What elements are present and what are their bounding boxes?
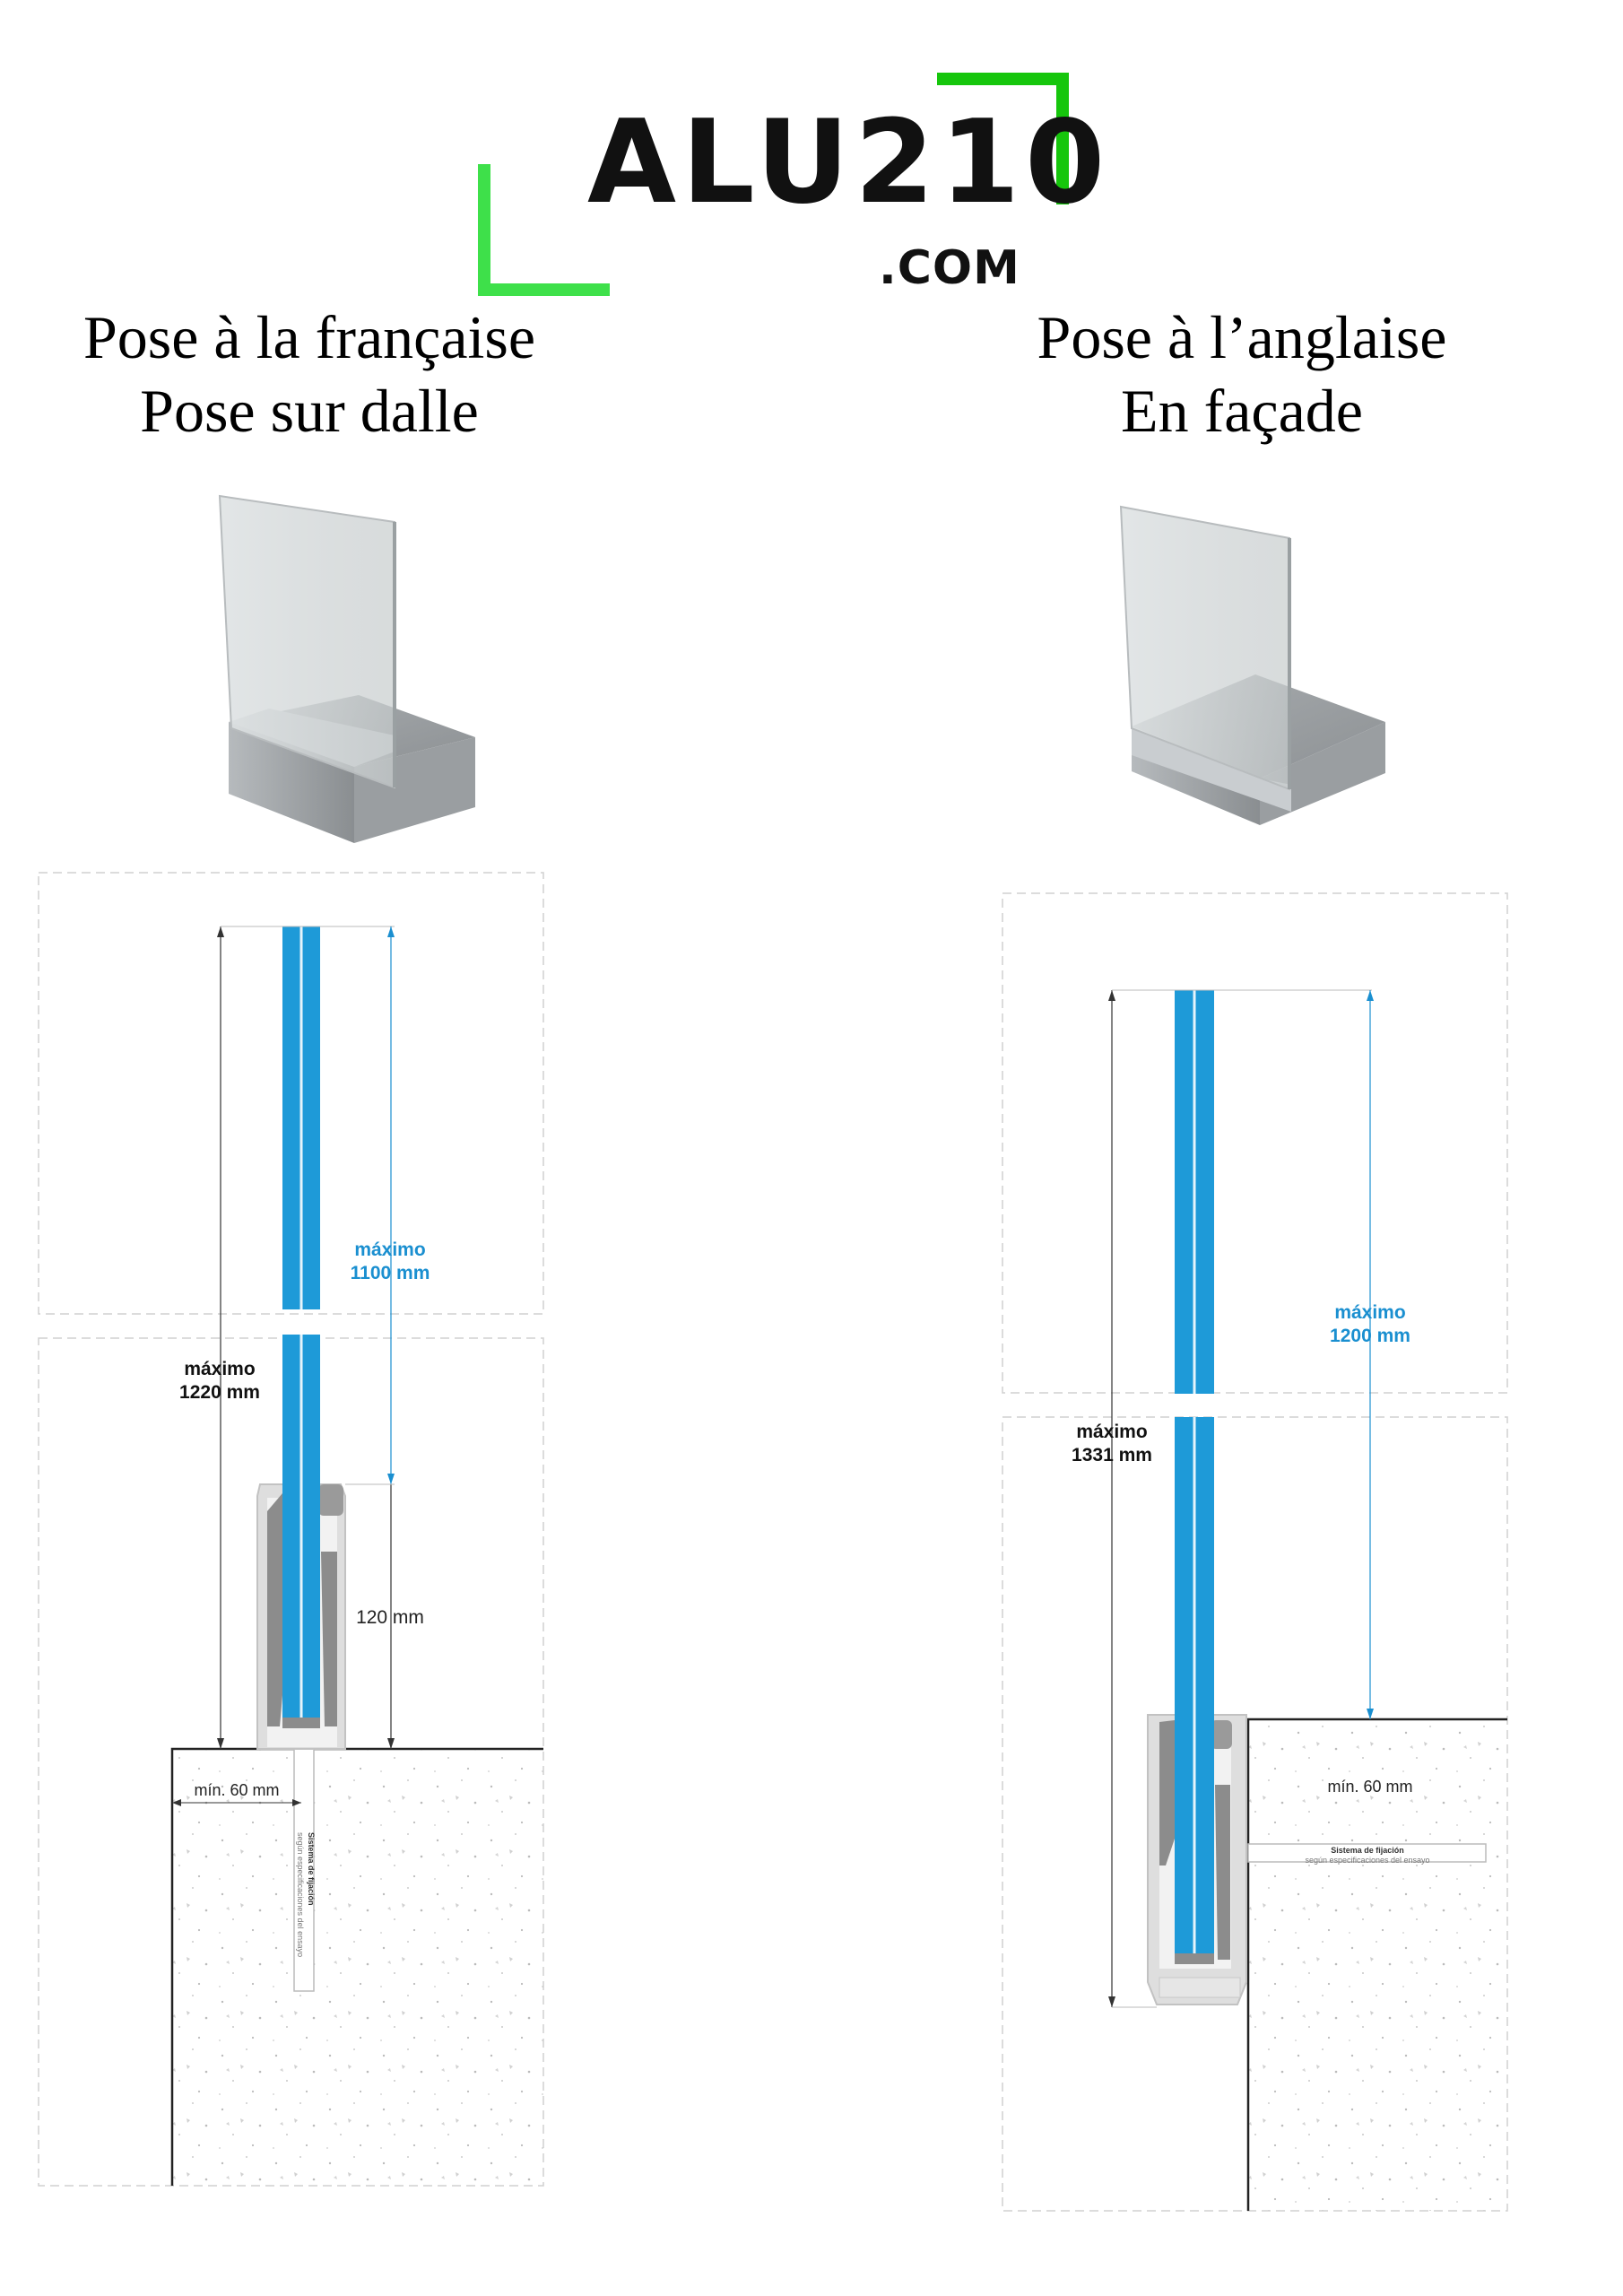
left-glass-height-label: máximo <box>354 1239 426 1260</box>
left-fixing-title: Sistema de fijación <box>307 1832 316 1906</box>
right-min-edge: mín. 60 mm <box>1327 1778 1413 1796</box>
logo-text: ALU210 <box>587 96 1111 230</box>
left-profile-height: 120 mm <box>356 1607 424 1628</box>
left-title-line2: Pose sur dalle <box>140 377 479 445</box>
left-section-drawing <box>39 873 543 2186</box>
left-total-height-value: 1220 mm <box>179 1382 260 1403</box>
right-title-line1: Pose à l’anglaise <box>1037 303 1447 371</box>
left-glass-height-value: 1100 mm <box>350 1263 430 1283</box>
left-render <box>220 496 475 843</box>
right-total-height-value: 1331 mm <box>1072 1445 1152 1465</box>
left-fixing-sub: según especificaciones del ensayo <box>296 1832 305 1958</box>
right-section-drawing <box>1002 893 1507 2211</box>
right-fixing-sub: según especificaciones del ensayo <box>1305 1856 1430 1865</box>
left-total-height-label: máximo <box>184 1359 256 1379</box>
left-title-line1: Pose à la française <box>82 303 536 371</box>
right-total-height-label: máximo <box>1076 1422 1148 1442</box>
right-glass-height-label: máximo <box>1334 1302 1406 1323</box>
right-fixing-title: Sistema de fijación <box>1331 1846 1404 1855</box>
right-glass-height-value: 1200 mm <box>1330 1326 1410 1346</box>
left-min-edge: mín. 60 mm <box>194 1781 280 1799</box>
logo-suffix: .COM <box>879 241 1020 295</box>
right-title-line2: En façade <box>1121 377 1363 445</box>
right-render <box>1121 507 1385 825</box>
